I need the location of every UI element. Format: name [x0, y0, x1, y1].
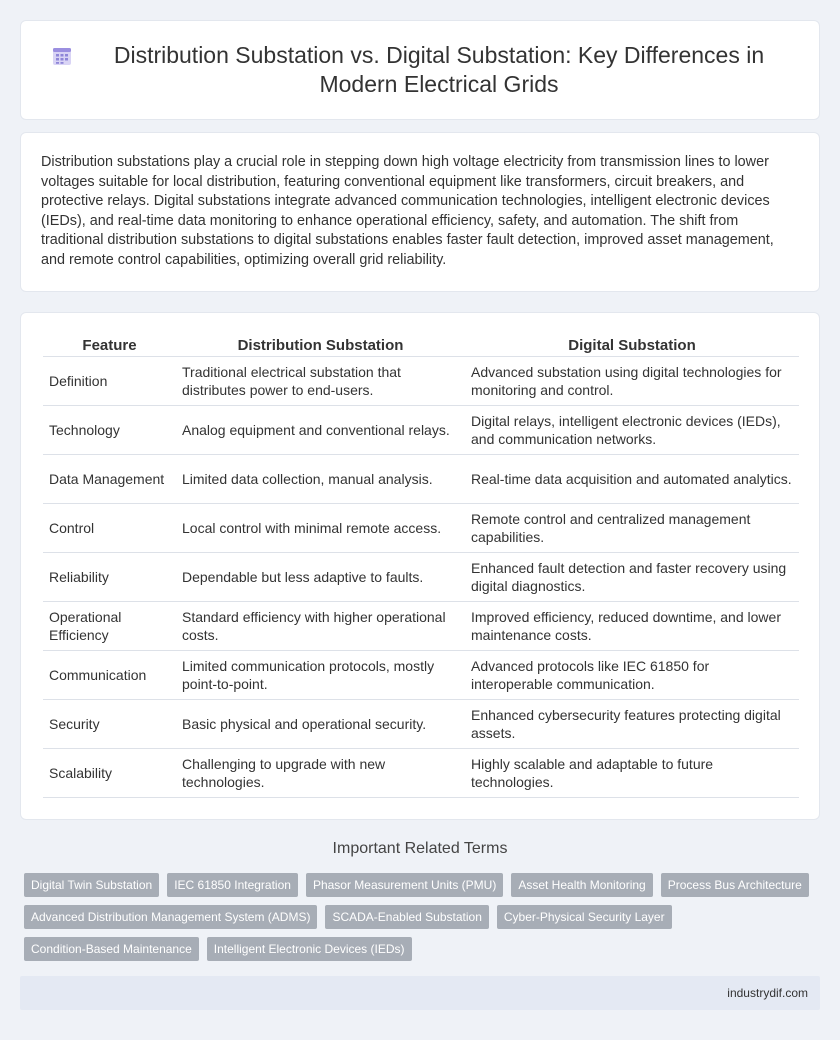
- related-term-tag[interactable]: SCADA-Enabled Substation: [325, 905, 488, 929]
- footer-site[interactable]: industrydif.com: [727, 986, 808, 1000]
- related-term-tag[interactable]: Process Bus Architecture: [661, 873, 809, 897]
- table-row: [43, 553, 799, 602]
- table-row: [43, 602, 799, 651]
- related-terms-title: Important Related Terms: [332, 840, 508, 857]
- cell-distribution: Basic physical and operational security.: [176, 700, 465, 749]
- cell-distribution: Dependable but less adaptive to faults.: [176, 553, 465, 602]
- title-wrap: [21, 41, 819, 99]
- cell-distribution: Traditional electrical substation that distributes power to end-users.: [176, 357, 465, 406]
- calendar-grid-icon: [51, 45, 73, 67]
- cell-distribution: Challenging to upgrade with new technologies.: [176, 749, 465, 798]
- cell-feature: Reliability: [43, 553, 176, 602]
- related-term-tag[interactable]: Cyber-Physical Security Layer: [497, 905, 672, 929]
- cell-distribution: Local control with minimal remote access.: [176, 504, 465, 553]
- related-term-tag[interactable]: Phasor Measurement Units (PMU): [306, 873, 503, 897]
- cell-distribution: Standard efficiency with higher operational costs.: [176, 602, 465, 651]
- cell-distribution: Limited communication protocols, mostly point-to-point.: [176, 651, 465, 700]
- cell-digital: Enhanced fault detection and faster recovery using digital diagnostics.: [465, 553, 799, 602]
- comparison-table: [43, 331, 799, 798]
- table-row: [43, 651, 799, 700]
- cell-feature: Data Management: [43, 455, 176, 504]
- cell-digital: Highly scalable and adaptable to future technologies.: [465, 749, 799, 798]
- cell-digital: Remote control and centralized management capabilities.: [465, 504, 799, 553]
- related-term-tag[interactable]: Intelligent Electronic Devices (IEDs): [207, 937, 412, 961]
- table-row: [43, 455, 799, 504]
- cell-feature: Security: [43, 700, 176, 749]
- header-digital: Digital Substation: [465, 331, 799, 357]
- comparison-card: [20, 312, 820, 820]
- cell-digital: Real-time data acquisition and automated analytics.: [465, 455, 799, 504]
- cell-distribution: Limited data collection, manual analysis.: [176, 455, 465, 504]
- cell-feature: Control: [43, 504, 176, 553]
- header-distribution: Distribution Substation: [176, 331, 465, 357]
- table-row: [43, 406, 799, 455]
- table-row: [43, 357, 799, 406]
- table-header-row: [43, 331, 799, 357]
- table-row: [43, 749, 799, 798]
- related-terms-list: [24, 873, 820, 961]
- cell-digital: Digital relays, intelligent electronic devices (IEDs), and communication networks.: [465, 406, 799, 455]
- cell-digital: Advanced protocols like IEC 61850 for interoperable communication.: [465, 651, 799, 700]
- cell-feature: Operational Efficiency: [43, 602, 176, 651]
- related-term-tag[interactable]: Advanced Distribution Management System (ADMS): [24, 905, 317, 929]
- related-term-tag[interactable]: Condition-Based Maintenance: [24, 937, 199, 961]
- table-row: [43, 504, 799, 553]
- intro-paragraph: Distribution substations play a crucial role in stepping down high voltage electricity from transmission lines to lower voltages suitable for local distribution, featuring conventional equipment like transformers, circuit breakers, and protective relays. Digital substations integrate advanced communication technologies, intelligent electronic devices (IEDs), and real-time data monitoring to enhance operational efficiency, safety, and automation. The shift from traditional distribution substations to digital substations enables faster fault detection, improved asset management, and remote control capabilities, optimizing overall grid reliability.: [41, 154, 774, 268]
- related-term-tag[interactable]: Asset Health Monitoring: [511, 873, 652, 897]
- intro-card: [20, 132, 820, 292]
- page-title: Distribution Substation vs. Digital Substation: Key Differences in Modern Electrical Grids: [113, 42, 765, 97]
- cell-feature: Technology: [43, 406, 176, 455]
- related-term-tag[interactable]: IEC 61850 Integration: [167, 873, 298, 897]
- footer: [20, 976, 820, 1010]
- header-feature: Feature: [43, 331, 176, 357]
- header-card: [20, 20, 820, 120]
- cell-digital: Improved efficiency, reduced downtime, and lower maintenance costs.: [465, 602, 799, 651]
- related-term-tag[interactable]: Digital Twin Substation: [24, 873, 159, 897]
- cell-distribution: Analog equipment and conventional relays.: [176, 406, 465, 455]
- cell-digital: Enhanced cybersecurity features protecting digital assets.: [465, 700, 799, 749]
- cell-feature: Scalability: [43, 749, 176, 798]
- cell-digital: Advanced substation using digital technologies for monitoring and control.: [465, 357, 799, 406]
- cell-feature: Definition: [43, 357, 176, 406]
- cell-feature: Communication: [43, 651, 176, 700]
- table-row: [43, 700, 799, 749]
